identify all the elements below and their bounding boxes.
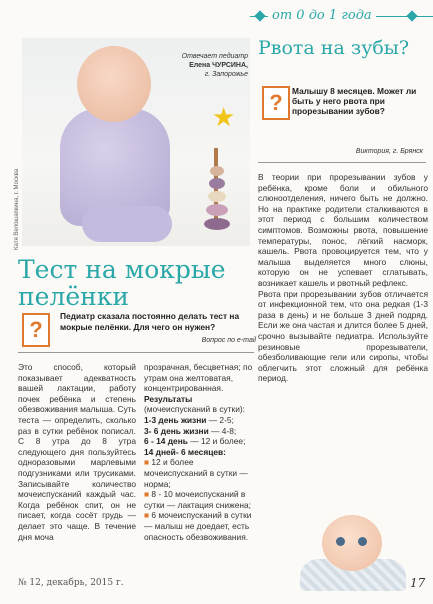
- question-mark-icon: ?: [22, 313, 50, 347]
- page-number: 17: [410, 576, 426, 590]
- divider: [18, 352, 254, 353]
- reader-question: Малышу 8 месяцев. Может ли быть у него рвота при прорезывании зубов?: [292, 86, 417, 117]
- section-title: от 0 до 1 года: [268, 8, 376, 23]
- baby-photo: [22, 38, 250, 246]
- pyramid-ring: [210, 166, 224, 176]
- diamond-icon: [254, 10, 265, 21]
- divider: [258, 162, 426, 163]
- bullet-icon: ■: [144, 510, 150, 521]
- pyramid-ring: [206, 204, 228, 216]
- answer-text: [258, 172, 428, 384]
- result-bullet: 6 мочеиспусканий в сутки — малыш не доедает, есть опасность обезвоживания.: [144, 510, 252, 542]
- pyramid-ring: [204, 218, 230, 230]
- baby-leg: [82, 206, 172, 242]
- diamond-icon: [406, 10, 417, 21]
- photo-credit: Катя Велошапкина, г. Москва: [14, 168, 20, 250]
- expert-caption: [164, 52, 248, 79]
- bullet-icon: ■: [144, 457, 150, 468]
- baby-head: [77, 46, 151, 122]
- result-period: 1-3 день жизни: [144, 414, 207, 425]
- article-continued: прозрачная, бесцветная; по утрам она желтоватая, концентрированная.: [144, 362, 253, 394]
- baby-portrait: [300, 515, 406, 585]
- section-header: [250, 6, 433, 28]
- article-question-source: Вопрос по e-mail: [201, 337, 256, 344]
- expert-label: Отвечает педиатр: [181, 53, 248, 60]
- star-icon: ★: [212, 102, 236, 132]
- result-value: — 4-8;: [208, 425, 237, 436]
- result-value: — 12 и более;: [187, 436, 246, 447]
- vomit-article-title: Рвота на зубы?: [258, 37, 410, 59]
- issue-info: № 12, декабрь, 2015 г.: [18, 578, 124, 588]
- question-mark-icon: ?: [262, 86, 290, 120]
- results-suffix: (мочеиспусканий в сутки):: [144, 404, 245, 415]
- bullet-icon: ■: [144, 489, 150, 500]
- expert-city: г. Запорожье: [204, 71, 248, 78]
- result-bullet: 8 - 10 мочеиспусканий в сутки — лактация снижена;: [144, 489, 251, 510]
- article-question: Педиатр сказала постоянно делать тест на мокрые пелёнки. Для чего он нужен?: [60, 311, 240, 332]
- result-value: — 2-5;: [206, 414, 234, 425]
- pyramid-ring: [208, 191, 226, 202]
- reader-signature: Виктория, г. Брянск: [355, 148, 423, 155]
- baby-eye: [358, 537, 367, 546]
- result-period: 14 дней- 6 месяцев:: [144, 446, 226, 457]
- results-label: Результаты: [144, 393, 193, 404]
- pyramid-ring: [209, 178, 225, 189]
- baby-eye: [336, 537, 345, 546]
- baby-face: [322, 515, 382, 571]
- result-bullet: 12 и более мочеиспусканий в сутки — норма;: [144, 457, 248, 489]
- result-period: 3- 6 день жизни: [144, 425, 209, 436]
- article-column-2: [144, 362, 256, 542]
- answer-paragraph: Рвота при прорезывании зубов отличается от инфекционной тем, что она редкая (1-3 раза в день) и не больше 3 дней подряд. Если же она частая и длится более 5 дней, срочно вызывайте педиатра. Используйте резиновые прорезыватели, обезболивающие гели или сиропы, чтобы облегчить этот сложный для ребёнка период.: [258, 288, 428, 384]
- answer-paragraph: В теории при прорезывании зубов у ребёнка, кроме боли и обильного слюноотделения, ничего быть не должно. Но на практике родители сталкиваются в этот период с большим количеством симптомов. Возможны рвота, повышение температуры, понос, лёгкий насморк, кашель. Рвота провоцируется тем, что у малыша выделяется много слюны, которую он не успевает сглатывать, возникает кашель и рвотный рефлекс.: [258, 172, 428, 288]
- article-column-1: Это способ, который показывает адекватность вашей лактации, работу почек ребёнка и степень обезвоживания малыша. Суть теста — определить, сколько раз в сутки ребёнок пописал. С 8 утра до 8 утра следующего дня пользуйтесь одноразовыми марлевыми подгузниками или трусиками. Записывайте количество мочеиспусканий каждый час. Когда ребёнок спит, он не писает, когда сосёт грудь — делает это чаще. В течение дня моча: [18, 362, 136, 542]
- expert-name: Елена ЧУРСИНА,: [189, 62, 248, 69]
- result-period: 6 - 14 день: [144, 436, 188, 447]
- article-title: Тест на мокрые пелёнки: [18, 255, 226, 311]
